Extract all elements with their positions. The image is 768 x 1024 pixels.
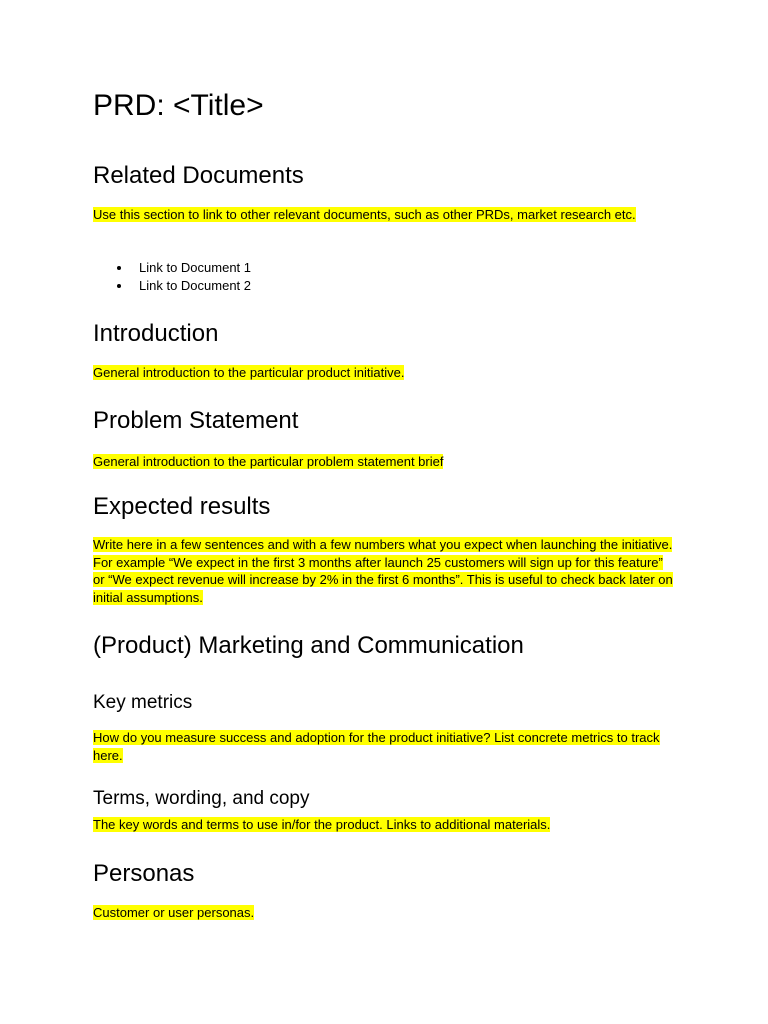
terms-wording-copy-note-text: The key words and terms to use in/for the product. Links to additional materials. [93,817,551,832]
heading-problem-statement: Problem Statement [93,407,299,434]
expected-results-note-text: Write here in a few sentences and with a few numbers what you expect when launching the initiative. For example “We expect in the first 3 months after launch 25 customers will sign up for this feature” or “We expect revenue will increase by 2% in the first 6 months”. This is useful to check back later on initial assumptions. [93,537,673,605]
problem-statement-note-text: General introduction to the particular problem statement brief [93,454,444,469]
related-documents-list [93,259,251,294]
heading-related-documents: Related Documents [93,162,304,189]
expected-results-note [93,536,673,606]
personas-note-text: Customer or user personas. [93,905,255,920]
introduction-note [93,364,673,382]
terms-wording-copy-note [93,816,673,834]
heading-key-metrics: Key metrics [93,692,193,713]
heading-introduction: Introduction [93,320,219,347]
introduction-note-text: General introduction to the particular product initiative. [93,365,405,380]
related-documents-note [93,206,673,224]
document-title: PRD: <Title> [93,89,264,122]
heading-marketing-communication: (Product) Marketing and Communication [93,632,524,659]
personas-note [93,904,673,922]
related-documents-note-text: Use this section to link to other relevant documents, such as other PRDs, market research etc. [93,207,636,222]
document-link-1[interactable]: Link to Document 1 [93,259,251,277]
document-link-2[interactable]: Link to Document 2 [93,277,251,295]
heading-expected-results: Expected results [93,493,271,520]
heading-personas: Personas [93,860,195,887]
key-metrics-note [93,729,673,764]
problem-statement-note [93,453,673,471]
heading-terms-wording-copy: Terms, wording, and copy [93,788,310,809]
key-metrics-note-text: How do you measure success and adoption for the product initiative? List concrete metrics to track here. [93,730,660,763]
